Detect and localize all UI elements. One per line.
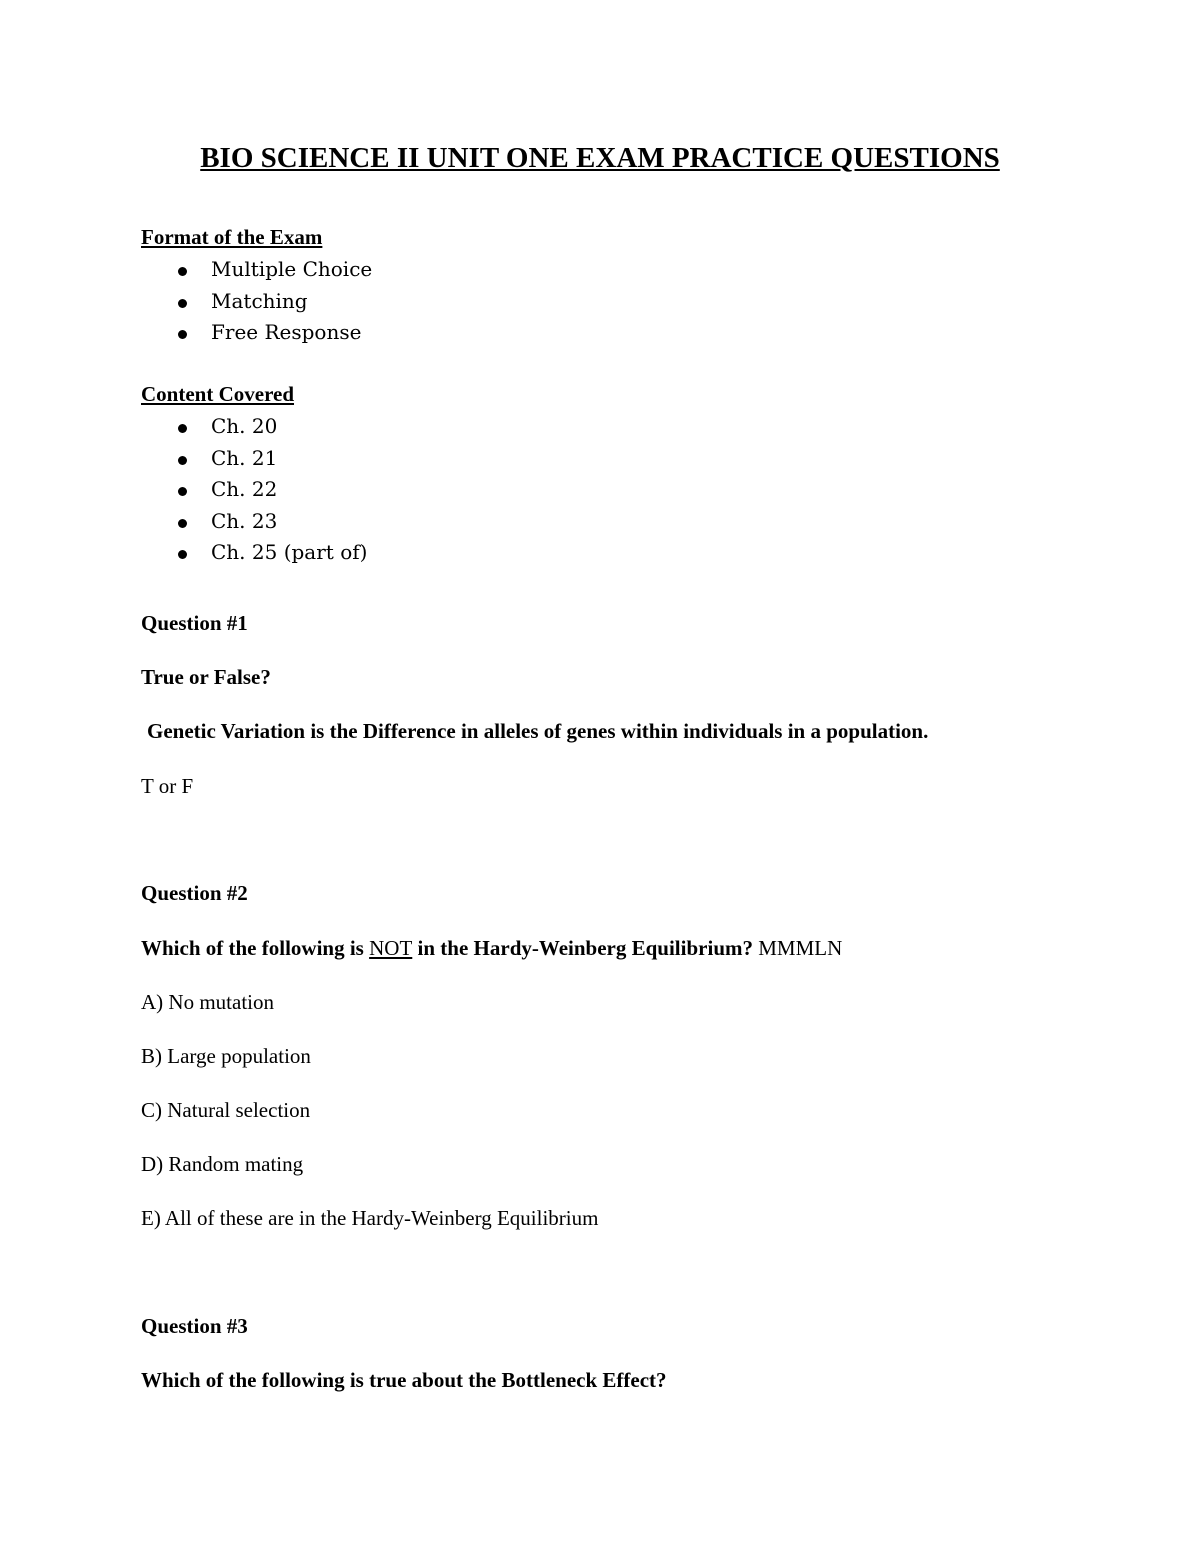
question-2-prompt-end: in the Hardy-Weinberg Equilibrium?: [412, 936, 753, 960]
question-2-prompt-start: Which of the following is: [141, 936, 370, 960]
question-2-label: Question #2: [141, 881, 248, 905]
question-2-prompt: [141, 936, 842, 961]
document-title: BIO SCIENCE II UNIT ONE EXAM PRACTICE QUESTIONS: [200, 142, 1000, 174]
format-item: Free Response: [178, 317, 372, 349]
question-2-option-e: E) All of these are in the Hardy-Weinberg Equilibrium: [141, 1206, 599, 1230]
format-list: [178, 254, 372, 349]
content-heading: Content Covered: [141, 382, 295, 406]
format-item: Matching: [178, 286, 372, 318]
question-2-option-a: A) No mutation: [141, 990, 274, 1014]
content-item: Ch. 25 (part of): [178, 537, 367, 569]
content-item: Ch. 21: [178, 443, 367, 475]
question-3-prompt: Which of the following is true about the Bottleneck Effect?: [141, 1368, 667, 1392]
question-2-prompt-emphasis: NOT: [369, 936, 413, 960]
question-2-option-b: B) Large population: [141, 1044, 311, 1068]
content-item: Ch. 23: [178, 506, 367, 538]
question-1-prompt: True or False?: [141, 665, 271, 689]
format-item: Multiple Choice: [178, 254, 372, 286]
question-2-option-c: C) Natural selection: [141, 1098, 311, 1122]
content-list: [178, 411, 367, 569]
question-2-note: MMMLN: [753, 936, 843, 960]
question-1-label: Question #1: [141, 611, 248, 635]
question-1-answer-line: T or F: [141, 774, 194, 798]
content-item: Ch. 22: [178, 474, 367, 506]
question-1-statement: Genetic Variation is the Difference in alleles of genes within individuals in a population.: [147, 719, 929, 743]
format-heading: Format of the Exam: [141, 225, 323, 249]
content-item: Ch. 20: [178, 411, 367, 443]
question-3-label: Question #3: [141, 1314, 248, 1338]
question-2-option-d: D) Random mating: [141, 1152, 304, 1176]
